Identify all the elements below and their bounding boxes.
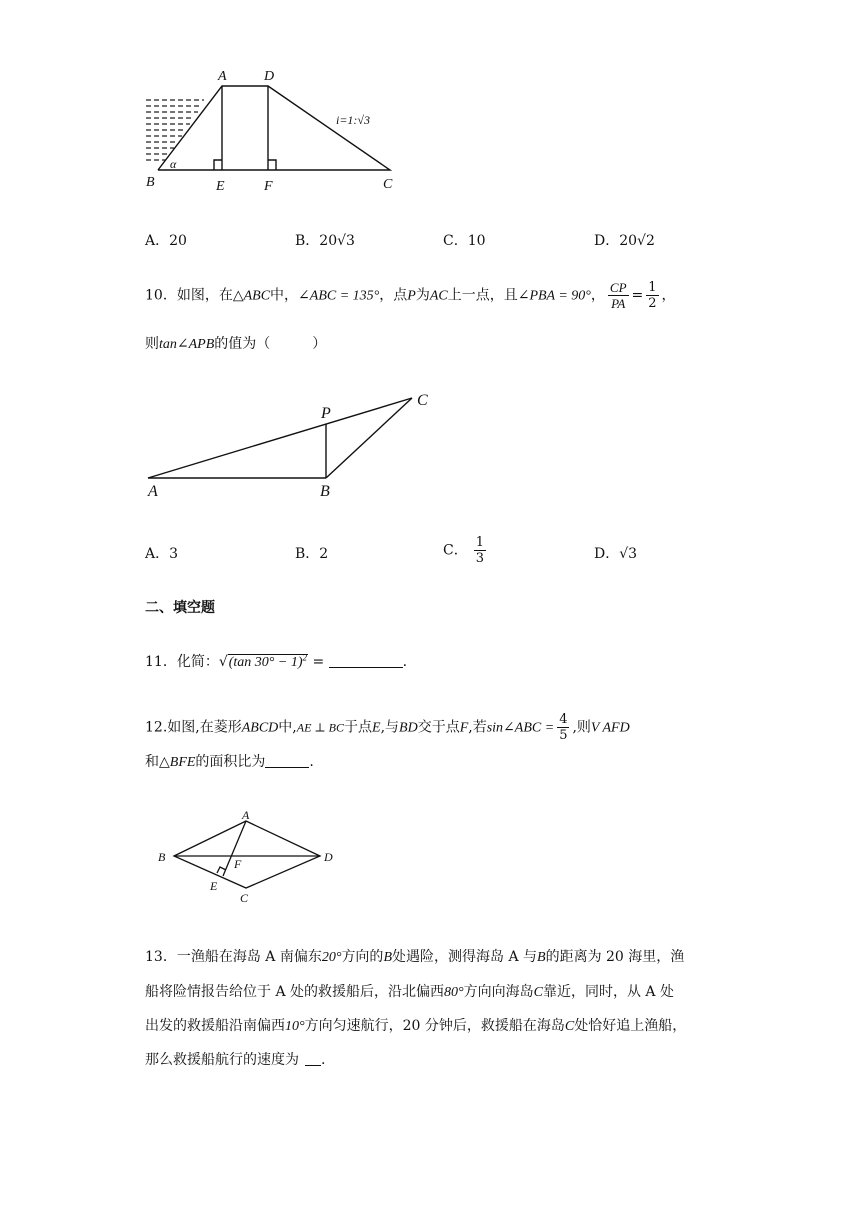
q9-option-c: C．10: [443, 233, 486, 249]
q10-option-d: D．√3: [594, 546, 638, 562]
rhombus-ABCD: [174, 821, 320, 888]
rhombus-label-A: A: [242, 808, 250, 822]
q10-line2: 则tan∠APB的值为（ ）: [145, 336, 327, 352]
q13-answer-blank: [305, 1051, 321, 1066]
rhombus-label-F: F: [234, 857, 242, 871]
q12-answer-blank: [265, 753, 309, 768]
q10-line1: 10．如图，在△ABC中，∠ABC = 135°，点P为AC上一点，且∠PBA = 90°， $\frac{CP}{PA}$ = $\frac{1}{2}$ ，: [145, 280, 676, 311]
apb-label-A: A: [148, 483, 158, 500]
segment-AC: [148, 398, 412, 478]
apb-label-B: B: [320, 483, 330, 500]
dam-label-F: F: [264, 179, 273, 194]
dam-label-alpha: α: [170, 157, 177, 171]
q9-option-b: B．20√3: [295, 233, 355, 249]
q9-option-d: D．20√2: [594, 233, 655, 249]
q10-option-a: A．3: [145, 546, 179, 562]
segment-BC: [326, 398, 412, 478]
dam-slope-label: i=1:√3: [336, 113, 371, 127]
apb-label-C: C: [417, 392, 428, 409]
q10-option-b: B．2: [295, 546, 329, 562]
section-fill-blank-title: 二、填空题: [145, 600, 215, 616]
q11-answer-blank: [329, 653, 403, 668]
q13-line2: 船将险情报告给位于 A 处的救援船后，沿北偏西80°方向向海岛C靠近，同时，从 A 处: [145, 984, 674, 1000]
q13-line1: 13．一渔船在海岛 A 南偏东20°方向的B处遇险，测得海岛 A 与B的距离为 20 海里，渔: [145, 949, 685, 965]
apb-label-P: P: [321, 405, 331, 422]
dam-label-D: D: [264, 69, 275, 84]
q11-line: 11．化简：√(tan 30° − 1)$^2$ = .: [145, 652, 408, 670]
dam-label-E: E: [216, 179, 225, 194]
apb-figure: [140, 386, 440, 501]
rhombus-label-C: C: [240, 891, 249, 905]
q12-line1: 12.如图,在菱形ABCD中,AE ⊥ BC于点E,与BD交于点F,若sin∠ABC = $\frac{4}{5}$ ,则V AFD: [145, 712, 630, 743]
rhombus-label-B: B: [158, 850, 166, 864]
q13-line3: 出发的救援船沿南偏西10°方向匀速航行，20 分钟后，救援船在海岛C处恰好追上渔船，: [145, 1018, 687, 1034]
trapezoid: [158, 86, 390, 170]
dam-label-C: C: [383, 177, 393, 192]
dam-label-B: B: [146, 175, 155, 190]
q13-line4: 那么救援船航行的速度为 .: [145, 1052, 326, 1068]
dam-label-A: A: [218, 69, 227, 84]
rhombus-label-E: E: [210, 879, 218, 893]
dam-figure: [140, 62, 410, 197]
water-hatch: [146, 100, 204, 160]
q9-option-a: A．20: [145, 233, 187, 249]
q12-line2: 和△BFE的面积比为 .: [145, 754, 314, 770]
q10-option-c: C． $\frac{1}{3}$: [443, 535, 484, 566]
rhombus-figure: [150, 806, 350, 906]
rhombus-label-D: D: [324, 850, 333, 864]
